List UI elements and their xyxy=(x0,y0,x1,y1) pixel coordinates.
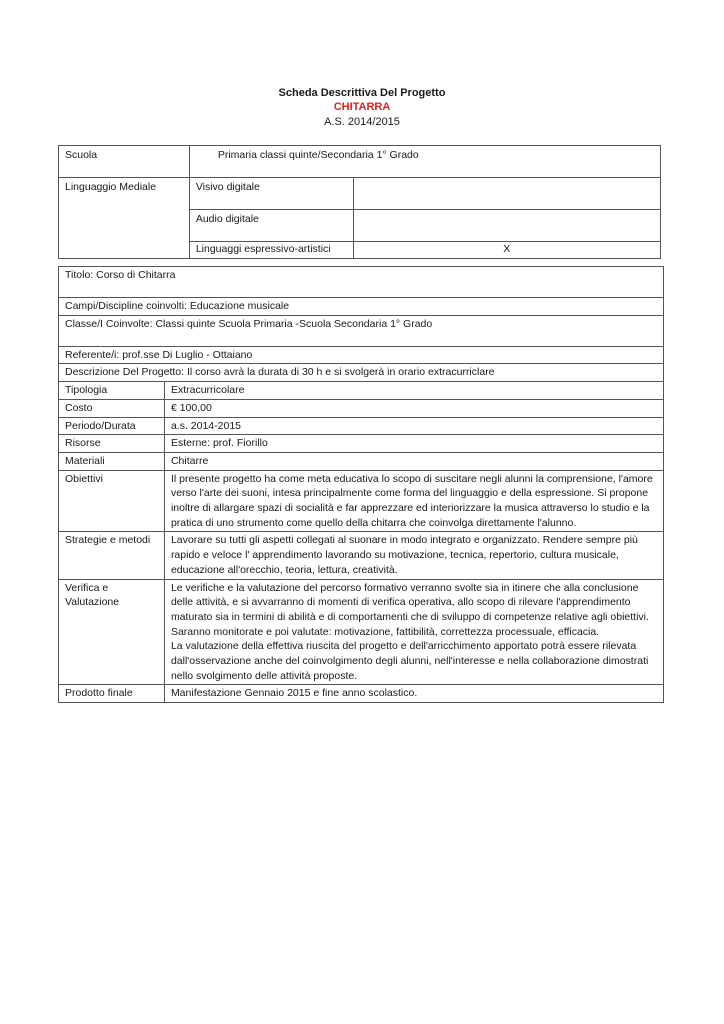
campi-text: Campi/Discipline coinvolti: Educazione musicale xyxy=(59,298,664,316)
project-name: CHITARRA xyxy=(333,101,391,113)
row-value xyxy=(164,579,663,685)
row-label: Tipologia xyxy=(59,382,165,400)
scuola-value: Primaria classi quinte/Secondaria 1° Grado xyxy=(189,146,660,178)
table-row xyxy=(59,435,664,453)
row-label: Obiettivi xyxy=(59,470,165,532)
table-row xyxy=(59,470,664,532)
option-label: Linguaggi espressivo-artistici xyxy=(189,242,353,259)
table-row xyxy=(59,417,664,435)
row-value: € 100,00 xyxy=(164,399,663,417)
linguaggio-label: Linguaggio Mediale xyxy=(59,178,190,259)
table-row xyxy=(59,532,664,579)
row-label: Costo xyxy=(59,399,165,417)
row-value: Extracurricolare xyxy=(164,382,663,400)
option-mark xyxy=(353,210,660,242)
row-value: Chitarre xyxy=(164,452,663,470)
classi-row xyxy=(59,315,664,346)
row-label: Periodo/Durata xyxy=(59,417,165,435)
table-row xyxy=(59,452,664,470)
info-table xyxy=(58,145,661,259)
row-value: Manifestazione Gennaio 2015 e fine anno scolastico. xyxy=(164,685,663,703)
verifica-paragraph: Saranno monitorate e poi valutate: motivazione, fattibilità, correttezza processuale, efficacia. xyxy=(170,625,600,638)
row-label: Prodotto finale xyxy=(59,685,165,703)
row-label: Strategie e metodi xyxy=(59,532,165,579)
table-row xyxy=(59,579,664,685)
descrizione-row xyxy=(59,364,664,382)
scuola-label: Scuola xyxy=(59,146,190,178)
referente-row xyxy=(59,346,664,364)
verifica-paragraph: La valutazione della effettiva riuscita del progetto e dell'arricchimento apportato potrà essere rilevata dall'osservazione anche del coinvolgimento degli alunni, nell'interesse e nella collaborazione dimostrati nello svolgimento delle attività proposte. xyxy=(170,640,649,682)
referente-text: Referente/i: prof.sse Di Luglio - Ottaiano xyxy=(59,346,664,364)
option-label: Visivo digitale xyxy=(189,178,353,210)
row-value: Lavorare su tutti gli aspetti collegati al suonare in modo integrato e organizzato. Rendere sempre più rapido e veloce l' apprendimento lavorando su motivazione, tecnica, repertorio, cultura musicale, educazione all'orecchio, teoria, lettura, creatività. xyxy=(164,532,663,579)
table-row xyxy=(59,399,664,417)
row-value: a.s. 2014-2015 xyxy=(164,417,663,435)
row-value: Il presente progetto ha come meta educativa lo scopo di suscitare negli alunni la comprensione, l'amore verso l'arte dei suoni, intesa principalmente come forma del linguaggio e della espressione. Si propone inoltre di allargare spazi di socialità e far apprezzare ed interiorizzare la musica attraverso lo studio e la pratica di uno strumento come quello della chitarra che coinvolga direttamente l'alunno. xyxy=(164,470,663,532)
option-mark: X xyxy=(353,242,660,259)
project-table xyxy=(58,266,664,703)
titolo-row xyxy=(59,267,664,298)
descrizione-text: Descrizione Del Progetto: Il corso avrà la durata di 30 h e si svolgerà in orario extracurriclare xyxy=(59,364,664,382)
scuola-row xyxy=(59,146,661,178)
document-title: Scheda Descrittiva Del Progetto xyxy=(278,87,446,99)
option-mark xyxy=(353,178,660,210)
classi-text: Classe/I Coinvolte: Classi quinte Scuola Primaria -Scuola Secondaria 1° Grado xyxy=(59,315,664,346)
option-label: Audio digitale xyxy=(189,210,353,242)
row-label: Risorse xyxy=(59,435,165,453)
row-value: Esterne: prof. Fiorillo xyxy=(164,435,663,453)
campi-row xyxy=(59,298,664,316)
linguaggio-row xyxy=(59,178,661,210)
table-row xyxy=(59,382,664,400)
school-year: A.S. 2014/2015 xyxy=(324,116,400,128)
table-row xyxy=(59,685,664,703)
verifica-paragraph: Le verifiche e la valutazione del percorso formativo verranno svolte sia in itinere che alla conclusione delle attività, e si avvarranno di momenti di verifica operativa, allo scopo di rilevare l'apprendimento maturato sia in termini di abilità e di comportamenti che di sviluppo di competenze relative agli obiettivi. xyxy=(170,581,649,623)
titolo-text: Titolo: Corso di Chitarra xyxy=(59,267,664,298)
row-label: Verifica e Valutazione xyxy=(59,579,165,685)
row-label: Materiali xyxy=(59,452,165,470)
